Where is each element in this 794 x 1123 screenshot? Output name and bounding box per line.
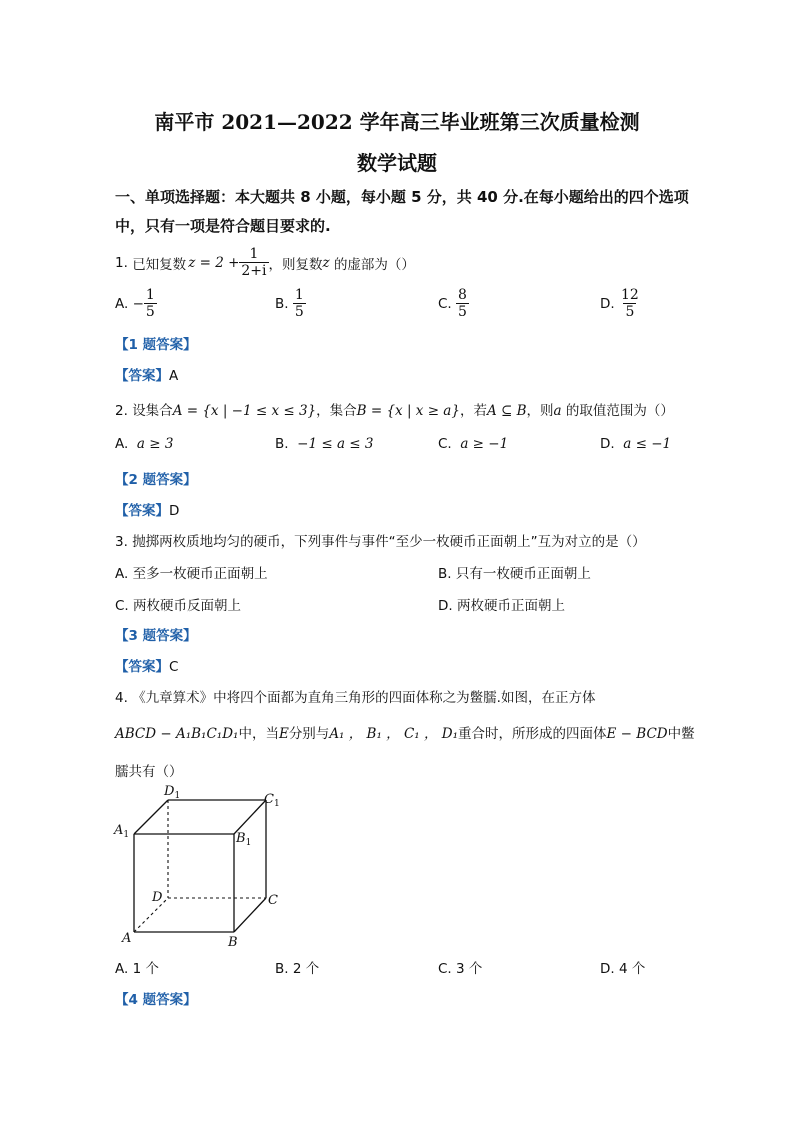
option-letter: D. [600, 961, 615, 977]
question-text: ，则复数 [268, 256, 323, 273]
answer-value: A [169, 368, 179, 384]
option-c [438, 287, 469, 320]
question-3 [115, 530, 646, 550]
math-expression: A₁ ， B₁ ， C₁ ， D₁ [329, 726, 459, 742]
answer-section-tag: 【4 题答案】 [115, 992, 197, 1008]
question-4-line1 [115, 686, 595, 706]
option-text: 2 个 [292, 961, 320, 977]
edge-bc [234, 898, 266, 932]
answer-line [115, 655, 178, 675]
option-letter: A. [115, 295, 129, 312]
edge-a1d1 [134, 800, 168, 834]
label-b: B [228, 935, 238, 950]
option-d [600, 957, 645, 977]
question-text: 分别与 [288, 726, 330, 742]
answer-value: D [169, 503, 180, 519]
option-letter: D. [600, 436, 615, 452]
section-heading-line2: 中，只有一项是符合题目要求的. [115, 217, 331, 235]
option-d [600, 287, 641, 320]
option-b [438, 562, 591, 582]
option-b [275, 287, 306, 320]
option-text: 至多一枚硬币正面朝上 [132, 566, 268, 582]
question-text: 已知复数 [132, 256, 187, 273]
question-number: 2. [115, 403, 128, 419]
option-a [115, 562, 268, 582]
answer-label: 【答案】 [115, 503, 169, 519]
answer-line [115, 364, 178, 384]
option-text: 3 个 [456, 961, 483, 977]
option-expression: a ≤ −1 [623, 436, 672, 452]
label-d1: $D_1$ [164, 784, 181, 801]
question-text: ，则 [526, 403, 554, 419]
option-letter: A. [115, 961, 129, 977]
math-expression: B = {x | x ≥ a} [356, 403, 460, 419]
option-sign: − [132, 295, 144, 312]
label-a1: $A_1$ [114, 823, 130, 840]
fraction [293, 287, 306, 320]
question-1 [115, 246, 415, 279]
fraction [239, 246, 268, 279]
answer-value: C [169, 659, 179, 675]
edge-b1c1 [234, 800, 266, 834]
question-text: 《九章算术》中将四个面都为直角三角形的四面体称之为鳖臑.如图，在正方体 [132, 690, 596, 706]
question-text: 重合时，所形成的四面体 [458, 726, 607, 742]
fraction-denominator: 2+i [241, 263, 267, 280]
math-expression: E − BCD [606, 726, 668, 742]
option-c [115, 594, 241, 614]
question-text: 中鳖 [667, 726, 695, 742]
option-letter: B. [438, 566, 452, 582]
option-expression: −1 ≤ a ≤ 3 [297, 436, 374, 452]
label-a: A [122, 931, 132, 946]
label-c1: $C_1$ [264, 792, 280, 809]
answer-section-tag: 【3 题答案】 [115, 628, 197, 644]
answer-section-tag: 【1 题答案】 [115, 337, 197, 353]
math-expression: A ⊆ B [486, 403, 527, 419]
fraction [144, 287, 157, 320]
answer-label: 【答案】 [115, 659, 169, 675]
math-variable: z [322, 254, 330, 271]
question-text: ，集合 [316, 403, 357, 419]
option-c [438, 957, 482, 977]
option-text: 两枚硬币反面朝上 [133, 598, 242, 614]
option-letter: B. [275, 961, 289, 977]
option-letter: D. [438, 598, 453, 614]
option-a [115, 287, 157, 320]
question-4-line2 [115, 722, 695, 742]
option-a [115, 436, 173, 452]
math-variable: E [278, 726, 289, 742]
option-expression: a ≥ −1 [460, 436, 509, 452]
question-4-line3: 臑共有（） [115, 764, 183, 780]
page-subtitle: 数学试题 [357, 151, 437, 175]
question-text: 的取值范围为（） [565, 403, 674, 419]
fraction-denominator: 5 [294, 304, 304, 321]
edge-ad [134, 898, 168, 932]
option-letter: C. [438, 961, 452, 977]
label-b1: $B_1$ [236, 831, 252, 848]
option-letter: C. [438, 295, 452, 312]
question-2 [115, 399, 674, 419]
question-number: 4. [115, 690, 128, 706]
option-letter: A. [115, 566, 129, 582]
option-text: 只有一枚硬币正面朝上 [455, 566, 591, 582]
fraction-numerator: 1 [249, 246, 259, 262]
math-variable: a [553, 403, 562, 419]
option-letter: B. [275, 295, 289, 312]
fraction [619, 287, 641, 320]
option-a [115, 957, 159, 977]
question-text: 抛掷两枚质地均匀的硬币，下列事件与事件“至少一枚硬币正面朝上”互为对立的是（） [132, 534, 646, 550]
option-d [438, 594, 565, 614]
question-text: 的虚部为（） [333, 256, 415, 273]
option-expression: a ≥ 3 [136, 436, 174, 452]
option-letter: B. [275, 436, 289, 452]
fraction-numerator: 1 [294, 287, 304, 303]
option-b [275, 436, 373, 452]
cube-figure [110, 780, 290, 950]
answer-section-tag: 【2 题答案】 [115, 472, 197, 488]
option-d [600, 436, 671, 452]
math-expression: z = 2 + [188, 254, 240, 271]
option-text: 1 个 [132, 961, 159, 977]
section-heading-line1: 一、单项选择题：本大题共 8 小题，每小题 5 分，共 40 分.在每小题给出的四个选项 [115, 188, 689, 206]
option-letter: C. [115, 598, 129, 614]
option-text: 4 个 [618, 961, 646, 977]
label-c: C [268, 893, 278, 908]
fraction-denominator: 5 [625, 304, 635, 321]
answer-line [115, 499, 179, 519]
option-b [275, 957, 319, 977]
math-expression: ABCD − A₁B₁C₁D₁ [115, 726, 239, 742]
label-d: D [152, 890, 163, 905]
fraction-denominator: 5 [458, 304, 467, 321]
answer-label: 【答案】 [115, 368, 169, 384]
fraction-numerator: 12 [620, 287, 639, 303]
question-text: ，若 [459, 403, 487, 419]
question-number: 1. [115, 254, 128, 271]
question-text: 中，当 [238, 726, 279, 742]
option-letter: C. [438, 436, 452, 452]
fraction [456, 287, 469, 320]
question-number: 3. [115, 534, 128, 550]
option-letter: D. [600, 295, 615, 312]
fraction-denominator: 5 [145, 304, 155, 321]
math-expression: A = {x | −1 ≤ x ≤ 3} [172, 403, 317, 419]
option-text: 两枚硬币正面朝上 [456, 598, 565, 614]
page-title: 南平市 2021—2022 学年高三毕业班第三次质量检测 [154, 110, 640, 134]
question-text: 设集合 [132, 403, 173, 419]
option-c [438, 436, 508, 452]
option-letter: A. [115, 436, 129, 452]
fraction-numerator: 8 [458, 287, 467, 303]
fraction-numerator: 1 [145, 287, 155, 303]
